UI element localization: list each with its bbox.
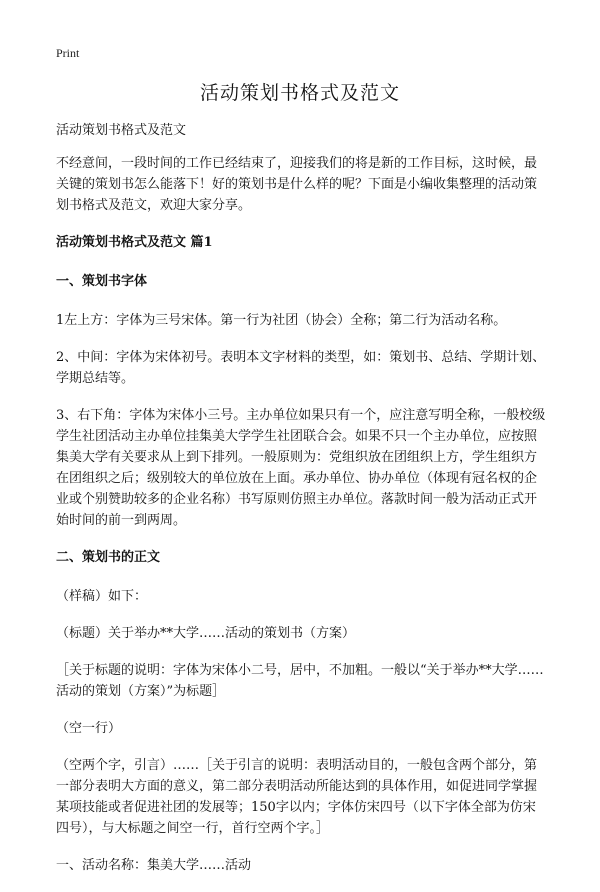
print-label: Print <box>56 46 80 60</box>
article-heading: 活动策划书格式及范文 篇1 <box>56 235 213 250</box>
sample-label: （样稿）如下： <box>56 589 148 604</box>
intro-paragraph: 不经意间，一段时间的工作已经结束了，迎接我们的将是新的工作目标，这时候，最关键的策划书怎么能落下！好的策划书是什么样的呢？下面是小编收集整理的活动策划书格式及范文，欢迎大家分享。 <box>56 156 538 213</box>
font-item-2: 2、中间：字体为宋体初号。表明本文字材料的类型，如：策划书、总结、学期计划、学期总结等。 <box>56 350 546 386</box>
section-heading-font: 一、策划书字体 <box>56 274 148 289</box>
activity-name: 一、活动名称：集美大学……活动 <box>56 858 252 873</box>
font-item-1: 1左上方：字体为三号宋体。第一行为社团（协会）全称；第二行为活动名称。 <box>56 313 507 328</box>
title-line: （标题）关于举办**大学……活动的策划书（方案） <box>56 626 356 641</box>
document-subtitle: 活动策划书格式及范文 <box>56 123 187 138</box>
title-note: ［关于标题的说明：字体为宋体小二号，居中，不加粗。一般以“关于举办**大学……活动的策划（方案）”为标题］ <box>56 663 544 699</box>
section-heading-body: 二、策划书的正文 <box>56 550 161 565</box>
preface-paragraph: （空两个字，引言）……［关于引言的说明：表明活动目的，一般包含两个部分，第一部分表明大方面的意义，第二部分表明活动所能达到的具体作用，如促进同学掌握某项技能或者促进社团的发展等；150字以内；字体仿宋四号（以下字体全部为仿宋四号），与大标题之间空一行，首行空两个字。］ <box>56 758 538 836</box>
page-title: 活动策划书格式及范文 <box>199 82 400 104</box>
document-body <box>56 120 546 892</box>
font-item-3: 3、右下角：字体为宋体小三号。主办单位如果只有一个，应注意写明全称，一般校级学生社团活动主办单位挂集美大学学生社团联合会。如果不只一个主办单位，应按照集美大学有关要求从上到下排列。一般原则为：党组织放在团组织上方，学生组织方在团组织之后；级别较大的单位放在上面。承办单位、协办单位（体现有冠名权的企业或个别赞助较多的企业名称）书写原则仿照主办单位。落款时间一般为活动正式开始时间的前一到两周。 <box>56 408 546 528</box>
blank-line-note: （空一行） <box>56 721 122 736</box>
